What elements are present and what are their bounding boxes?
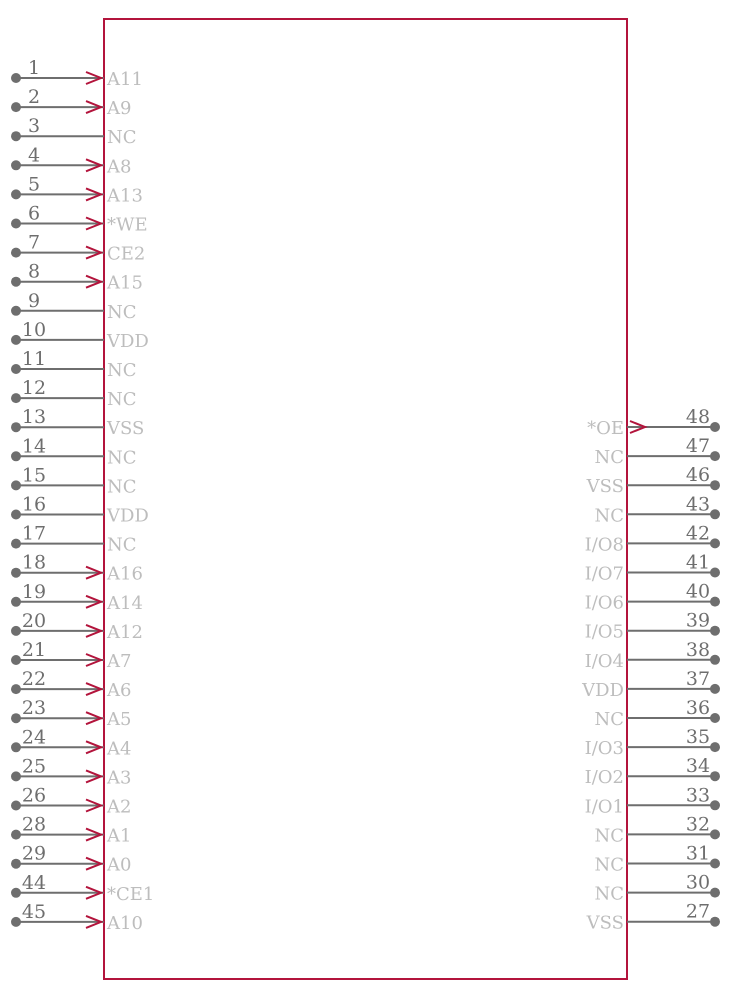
pin-name: A4 xyxy=(107,738,132,760)
pin-15 xyxy=(11,464,137,497)
pin-name: I/O7 xyxy=(584,563,624,585)
pin-name: A15 xyxy=(107,272,143,294)
pin-17 xyxy=(11,523,137,556)
pin-name: I/O8 xyxy=(584,534,624,556)
pin-16 xyxy=(11,494,149,527)
pin-22 xyxy=(11,668,131,701)
pin-18 xyxy=(11,552,143,585)
pin-12 xyxy=(11,377,137,410)
pin-name: NC xyxy=(107,476,137,498)
pin-name: NC xyxy=(594,825,624,847)
pin-name: NC xyxy=(107,301,137,323)
pin-number: 40 xyxy=(685,580,711,603)
pin-number: 19 xyxy=(21,580,47,603)
pin-number: 14 xyxy=(21,435,47,458)
pin-number: 11 xyxy=(21,348,47,370)
pin-name: NC xyxy=(594,854,624,876)
pin-2 xyxy=(11,86,131,119)
pin-40 xyxy=(585,581,720,614)
pin-23 xyxy=(11,697,131,730)
pin-37 xyxy=(581,668,720,701)
pin-number: 15 xyxy=(21,464,47,487)
pin-name: A10 xyxy=(107,912,143,934)
pin-10 xyxy=(11,319,149,352)
pin-39 xyxy=(585,610,720,643)
pin-13 xyxy=(11,406,144,439)
pin-number: 8 xyxy=(27,260,41,283)
pin-name: *CE1 xyxy=(107,883,155,905)
pin-name: VDD xyxy=(107,330,149,352)
pin-name: NC xyxy=(594,447,624,469)
pin-number: 44 xyxy=(21,871,47,894)
pin-name: A5 xyxy=(107,709,132,731)
pin-25 xyxy=(11,755,131,788)
pin-3 xyxy=(11,115,137,148)
pin-38 xyxy=(585,639,720,672)
pin-number: 1 xyxy=(27,57,41,79)
pin-number: 20 xyxy=(21,609,47,632)
pin-name: NC xyxy=(107,447,137,469)
pin-name: NC xyxy=(107,389,137,411)
pin-name: A14 xyxy=(107,592,143,614)
pin-name: I/O4 xyxy=(584,650,624,672)
pin-number: 30 xyxy=(685,871,711,894)
pin-number: 9 xyxy=(27,289,41,312)
pin-27 xyxy=(586,901,720,934)
pin-number: 28 xyxy=(21,813,47,836)
pin-31 xyxy=(594,843,720,876)
pin-28 xyxy=(11,814,131,847)
pin-number: 45 xyxy=(21,900,47,923)
pin-number: 23 xyxy=(21,697,47,720)
pin-32 xyxy=(594,813,720,846)
pin-name: I/O1 xyxy=(584,796,624,818)
pin-number: 6 xyxy=(27,202,41,225)
pin-number: 43 xyxy=(685,493,711,516)
pin-name: *WE xyxy=(107,214,148,236)
pin-11 xyxy=(11,348,137,381)
pin-name: VSS xyxy=(586,912,624,934)
pin-number: 4 xyxy=(27,144,41,167)
pin-name: NC xyxy=(107,534,137,556)
left-pin-column xyxy=(11,57,154,934)
pin-number: 24 xyxy=(21,726,47,749)
pin-48 xyxy=(587,406,720,439)
pin-number: 7 xyxy=(27,231,41,254)
pin-number: 17 xyxy=(21,522,47,545)
pin-6 xyxy=(11,203,148,236)
pin-number: 33 xyxy=(685,784,711,807)
pin-name: A16 xyxy=(107,563,143,585)
pin-8 xyxy=(11,261,143,294)
pin-name: I/O3 xyxy=(584,738,624,760)
pin-45 xyxy=(11,901,143,934)
pin-number: 13 xyxy=(21,406,47,429)
pin-number: 47 xyxy=(685,435,711,458)
pin-number: 27 xyxy=(685,900,711,923)
pin-name: *OE xyxy=(587,418,624,439)
pin-1 xyxy=(11,57,143,90)
pin-number: 2 xyxy=(27,86,41,109)
pin-name: A0 xyxy=(107,854,132,876)
pin-7 xyxy=(11,232,145,265)
pin-19 xyxy=(11,581,143,614)
pin-name: VDD xyxy=(107,505,149,527)
pin-number: 38 xyxy=(685,638,711,661)
pin-name: VSS xyxy=(586,476,624,498)
pin-number: 42 xyxy=(685,522,711,545)
pin-name: A7 xyxy=(107,651,132,672)
pin-33 xyxy=(585,784,720,817)
pin-name: A1 xyxy=(107,825,132,847)
pin-number: 3 xyxy=(27,115,41,138)
pin-30 xyxy=(594,872,720,905)
pin-name: NC xyxy=(107,360,137,381)
pin-name: A13 xyxy=(107,185,143,207)
pin-43 xyxy=(594,493,720,526)
pin-4 xyxy=(11,144,131,177)
pin-name: NC xyxy=(594,883,624,905)
pin-name: I/O5 xyxy=(584,621,624,643)
pin-name: A3 xyxy=(107,767,132,789)
pin-number: 46 xyxy=(685,464,711,487)
pin-name: VDD xyxy=(582,679,624,701)
pin-number: 25 xyxy=(21,755,47,778)
pin-20 xyxy=(11,610,143,643)
pin-name: A12 xyxy=(107,621,143,643)
pin-name: A9 xyxy=(107,98,132,120)
pin-name: I/O2 xyxy=(584,767,624,789)
pin-41 xyxy=(585,552,720,585)
pin-number: 31 xyxy=(685,842,711,865)
pin-number: 37 xyxy=(685,667,711,690)
pin-number: 12 xyxy=(21,377,47,400)
pin-number: 21 xyxy=(21,639,47,661)
pin-name: NC xyxy=(594,709,624,730)
pin-number: 5 xyxy=(27,173,41,196)
pin-number: 18 xyxy=(21,551,47,574)
right-pin-column xyxy=(581,406,720,934)
pin-34 xyxy=(585,755,720,788)
pin-47 xyxy=(594,435,720,468)
pin-number: 10 xyxy=(21,318,47,341)
pin-42 xyxy=(585,522,720,555)
pin-name: NC xyxy=(107,127,137,149)
pin-name: A8 xyxy=(107,156,132,178)
pin-number: 34 xyxy=(685,755,711,778)
pin-name: CE2 xyxy=(107,243,146,265)
pin-number: 26 xyxy=(21,784,47,807)
pin-26 xyxy=(11,785,131,818)
pin-name: NC xyxy=(594,505,624,527)
pin-number: 22 xyxy=(21,668,47,691)
pin-36 xyxy=(594,697,720,730)
component-body xyxy=(104,19,627,979)
pin-number: 39 xyxy=(685,609,711,632)
pin-14 xyxy=(11,435,137,468)
pin-number: 41 xyxy=(685,551,711,574)
pin-number: 36 xyxy=(685,697,711,719)
pin-number: 29 xyxy=(21,842,47,865)
pin-46 xyxy=(586,464,720,497)
pin-name: A6 xyxy=(107,680,132,702)
pin-24 xyxy=(11,726,131,759)
pin-5 xyxy=(11,173,143,206)
pin-number: 35 xyxy=(685,726,711,749)
pin-35 xyxy=(585,726,720,759)
pin-name: I/O6 xyxy=(584,592,624,614)
pin-9 xyxy=(11,290,137,323)
pin-29 xyxy=(11,843,131,876)
pin-21 xyxy=(11,639,131,672)
pin-name: A2 xyxy=(107,796,132,818)
pin-number: 48 xyxy=(685,406,711,428)
pin-number: 32 xyxy=(685,813,711,836)
pin-44 xyxy=(11,872,154,905)
pin-name: VSS xyxy=(107,418,145,440)
pin-name: A11 xyxy=(107,69,143,90)
pin-number: 16 xyxy=(21,493,47,516)
